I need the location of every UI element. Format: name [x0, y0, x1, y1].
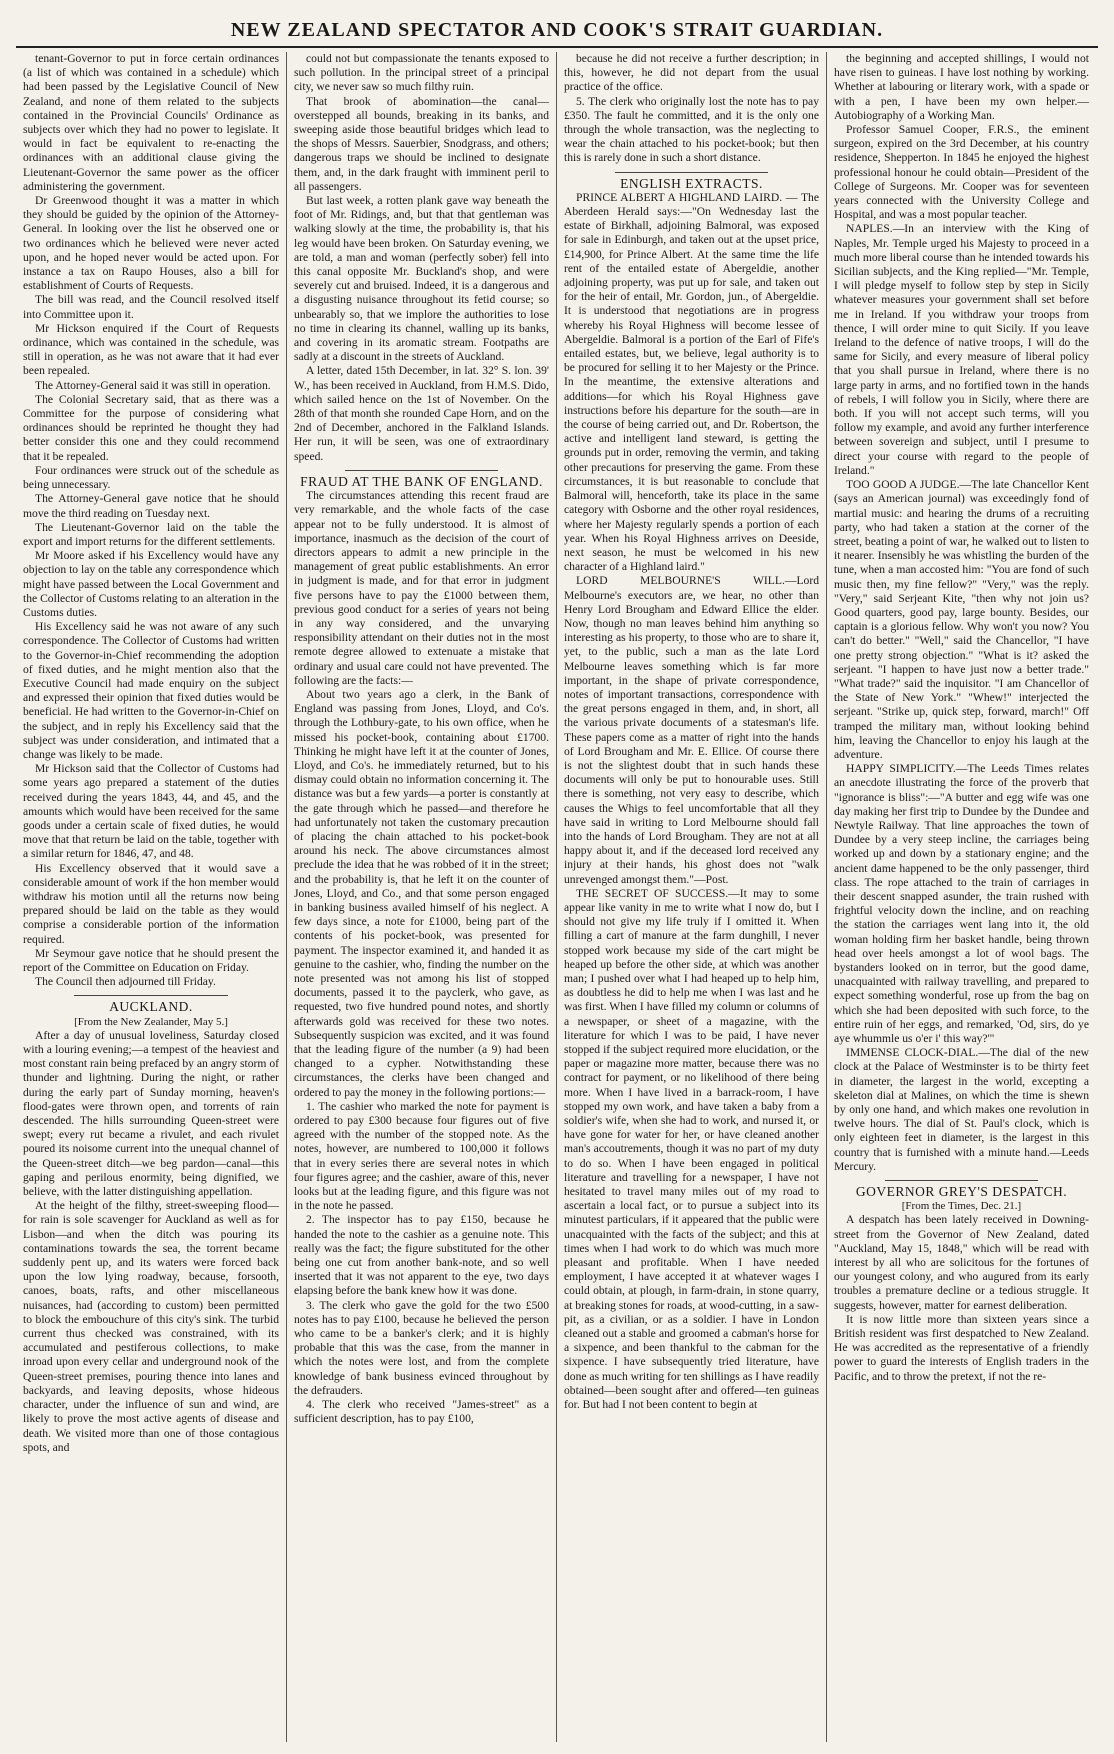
governor-grey-article	[834, 1213, 1089, 1383]
paragraph: THE SECRET OF SUCCESS.—It may to some appear like vanity in me to write what I now do, but I should not give my life truly if I omitted it. When filling a cart of manure at the farm dunghill, I never stopped work because my side of the cart might be heaped up before the other side, at which was another man; I pushed over what I had heaped up to help him, as doubtless he did to help me when I was last and he was first. When I have filled my column or columns of a newspaper, or sheet of a magazine, with the literature for which I was to be paid, I have never stopped if the subject required more elucidation, or the paper or magazine more matter, because there was no contract for payment, or no likelihood of there being more. When I have lived in a barrack-room, I have stopped my own work, and have taken a baby from a soldier's wife, when she had to work, and nursed it, or have gone for water for her, or have cleaned another man's accoutrements, though it was no part of my duty to do so. When I have been engaged in political literature and travelling for a newspaper, I have not hesitated to travel many miles out of my road to ascertain a local fact, or to pursue a subject into its minutest particulars, if it appeared that the public were unacquainted with the facts of the subject; and this at times when I had work to do which was much more pleasant and profitable. When I have needed employment, I have accepted it at whatever wages I could obtain, at plough, in farm-drain, in stone quarry, at breaking stones for roads, at wood-cutting, in a saw-pit, as a civilian, or as a soldier. I have in London cleaned out a stable and groomed a cabman's horse for a sixpence, and been thankful to the cabman for the sixpence. I have subsequently tried literature, have done as much writing for ten shillings as I have readily obtained—been sought after and offered—ten guineas for. But had I not been content to begin at	[564, 886, 820, 1412]
paragraph: Mr Hickson enquired if the Court of Requests ordinance, which was contained in the schedule, was still in operation, as he was not aware that it had ever been repealed.	[23, 321, 279, 378]
section-heading-auckland: AUCKLAND.	[109, 999, 193, 1015]
paragraph: 1. The cashier who marked the note for payment is ordered to pay £300 because four figures out of five agreed with the number of the stopped note. As the notes, however, are numbered to 100,000 it follows that in every series there are several notes in which four figures agree; and the cashier, aware of this, never looks but at the leading figure, and this figure was not in the note he passed.	[294, 1099, 549, 1213]
source-line: [From the New Zealander, May 5.]	[74, 1015, 228, 1028]
column-2-body	[294, 52, 549, 464]
divider	[345, 470, 498, 471]
paragraph: NAPLES.—In an interview with the King of Naples, Mr. Temple urged his Majesty to proceed in a much more liberal course than he intended towards his Sicilian subjects, and the King replied—"Mr. Temple, I will pledge myself to follow step by step in Sicily whatever measures your government shall set before me in Ireland. If you withdraw your troops from thence, I will order mine to quit Sicily. If you leave Ireland to the defence of native troops, I will do the same for Sicily, and every measure of liberal policy that you shall pursue in Ireland, where there is no large party in arms, and no fortified town in the hands of rebels, I will follow you in Sicily, where there are both. If you will not accept such terms, will you follow my example, and avoid any further interference between sovereign and subject, until I presume to direct your course with regard to the people of Ireland."	[834, 222, 1089, 477]
paragraph: TOO GOOD A JUDGE.—The late Chancellor Kent (says an American journal) was exceedingly fond of martial music: and hearing the drums of a recruiting party, who had taken a station at the corner of the street, beating a point of war, he walked out to listen to it nearer. Insensibly he was whistling the burden of the tune, when a man accosted him: "You are fond of such music then, my fine fellow?" "Very," was the reply. "Very," said Serjeant Kite, "then why not join us? Good quarters, good pay, large bounty. Besides, our captain is a glorious fellow. Why won't you now? You can't do better." "Well," said the Chancellor, "I have one pretty strong objection." "What is it? asked the serjeant. "I happen to have just now a better trade." "What trade?" said the inquisitor. "I am Chancellor of the State of New York." "Whew!" interjected the serjeant. "Strike up, quick step, forward, march!" Off tramped the military man, without looking behind him, leaving the Chancellor to enjoy his laugh at the adventure.	[834, 478, 1089, 761]
paragraph: A despatch has been lately received in Downing-street from the Governor of New Zealand, dated "Auckland, May 15, 1848," which will be read with interest by all who are solicitous for the fortunes of our youngest colony, and who augured from its early troubles a premature decline or a tedious struggle. It suggests, however, matter for earnest deliberation.	[834, 1213, 1089, 1312]
paragraph: could not but compassionate the tenants exposed to such pollution. In the principal street of a principal city, we never saw so much filthy ruin.	[294, 52, 549, 94]
paragraph: Mr Moore asked if his Excellency would have any objection to lay on the table any correspondence which might have passed between the Local Government and the Collector of Customs relating to an alteration in the Customs duties.	[23, 549, 279, 619]
paragraph: tenant-Governor to put in force certain ordinances (a list of which was contained in a schedule) which had been passed by the Legislative Council of New Zealand, and none of them related to the subjects contained in the Provincial Councils' Ordinance as subjects over which they had no power to legislate. It would in fact be equivalent to re-enacting the ordinances with an additional clause giving the Lieutenant-Governor the same power as the officer administering the government.	[23, 52, 279, 193]
paragraph: The Attorney-General gave notice that he should move the third reading on Tuesday next.	[23, 492, 279, 520]
section-heading-fraud: FRAUD AT THE BANK OF ENGLAND.	[300, 473, 543, 489]
paragraph: A letter, dated 15th December, in lat. 32° S. lon. 39' W., has been received in Auckland, from H.M.S. Dido, which sailed hence on the 1st of November. On the 28th of that month she rounded Cape Horn, and on the 2nd of December, anchored in the Falkland Islands. Her run, it will be seen, was one of extraordinary speed.	[294, 364, 549, 463]
paragraph: 4. The clerk who received "James-street" as a sufficient description, has to pay £100,	[294, 1398, 549, 1426]
paragraph: PRINCE ALBERT A HIGHLAND LAIRD. — The Aberdeen Herald says:—"On Wednesday last the estate of Birkhall, adjoining Balmoral, was exposed for sale in Edinburgh, and taken out at the upset price, £14,900, for Prince Albert. At the same time the life rent of the entailed estate of Abergeldie, another adjoining property, was put up for sale, and taken out for the heir of entail, Mr. Gordon, jun., of Abergeldie. It is understood that negotiations are in progress whereby his Royal Highness will become lessee of Abergeldie. Balmoral is a portion of the Earl of Fife's entailed estates, but, we believe, legal authority is to be procured for selling it to her Majesty or the Prince. In the meantime, the extensive alterations and additions—for which his Royal Highness gave instructions before his departure for the south—are in the course of being carried out, and Dr. Robertson, the active and intelligent land steward, is getting the grounds put in order, removing the vermin, and taking other precautions for preserving the game. From these circumstances, it is but reasonable to conclude that Balmoral will, henceforth, take its place in the same category with Osborne and the other royal residences, where her Majesty regularly spends a portion of each year. When his Royal Highness arrives on Deeside, next season, he must be welcomed in his new character of a Highland laird."	[564, 190, 819, 574]
paragraph: But last week, a rotten plank gave way beneath the foot of Mr. Ridings, and, but that that gentleman was walking slowly at the time, the probability is, that his leg would have been broken. On Saturday evening, we are told, a man and woman (perfectly sober) fell into this canal opposite Mr. Buckland's shop, and were severely cut and bruised. Indeed, it is a dangerous and a disgusting nuisance throughout its fetid course; so unbearably so, that we implore the authorities to lose no time in clearing its channel, walling up its banks, and covering in its aromatic stream. Footpaths are sadly at a discount in the streets of Auckland.	[294, 194, 549, 364]
paragraph: His Excellency observed that it would save a considerable amount of work if the hon member would withdraw his motion until all the returns now being prepared should be laid on the table as they would comprise a considerable portion of the information required.	[23, 861, 279, 946]
paragraph: Dr Greenwood thought it was a matter in which they should be guided by the opinion of the Attorney-General. In looking over the list he observed one or two ordinances which he believed were never acted upon, and he hoped never would be acted upon. For instance a tax on Raupo Houses, also a bill for establishment of Courts of Requests.	[23, 194, 279, 293]
auckland-article	[23, 1029, 279, 1455]
columns	[16, 52, 1098, 1742]
english-extracts-article	[564, 191, 819, 1412]
divider	[74, 995, 228, 996]
column-3-body	[564, 52, 819, 166]
masthead: NEW ZEALAND SPECTATOR AND COOK'S STRAIT GUARDIAN.	[230, 19, 884, 41]
paragraph: because he did not receive a further description; in this, however, he did not depart from the usual practice of the office.	[564, 52, 819, 94]
paragraph: The Lieutenant-Governor laid on the table the export and import returns for the different settlements.	[23, 520, 279, 548]
paragraph: Mr Hickson said that the Collector of Customs had some years ago prepared a statement of the duties received during the years 1843, 44, and 45, and the amounts which would have been received for the same goods under a certain scale of fixed duties, he would move that that return be laid on the table, together with a similar return for 1846, 47, and 48.	[23, 762, 279, 861]
paragraph: It is now little more than sixteen years since a British resident was first despatched to New Zealand. He was accredited as the representative of a friendly power to guard the interests of English traders in the Pacific, and to throw the pretext, if not the re-	[834, 1312, 1089, 1383]
paragraph: LORD MELBOURNE'S WILL.—Lord Melbourne's executors are, we hear, no other than Henry Lord Brougham and Edward Ellice the elder. Now, though no man leaves behind him anything so interesting as his property, to those who are to share it, yet, to the public, such a man as the late Lord Melbourne leaves something which is far more important, in the shape of private correspondence, notes of important transactions, correspondence with the great persons engaged in them, and, in short, all the various private documents of a statesman's life. These papers come as a matter of right into the hands of Lord Brougham and Mr. E. Ellice. Of course there is not the slightest doubt that in such hands these documents will only be put to honourable uses. Still there is something, not very easy to describe, which causes the Whigs to feel uncomfortable that all they have said in writing to Lord Melbourne should fall into the hands of Lord Brougham. They are not at all happy about it, and if the deceased lord received any injury at their hands, his ghost does not "walk unrevenged amongst them."—Post.	[564, 574, 819, 886]
paragraph: At the height of the filthy, street-sweeping flood—for rain is sole scavenger for Auckland as well as for Lisbon—and when the ditch was pouring its contaminations towards the sea, the torrent became suddenly pent up, and its waters were forced back upon the low lying roadway, because, forsooth, canoes, boats, rafts, and other miscellaneous nuisances, had (according to custom) been permitted to block the embouchure of this city's sink. The turbid current thus checked was constrained, with its accumulated and pestiferous collections, to make inroad upon every cellar and underground nook of the Queen-street premises, pouring thence into lanes and backyards, and leaving deposits, whose hideous character, under the influence of sun and wind, are likely to prove the most active agents of disease and death. We visited more than one of those contagious spots, and	[23, 1199, 279, 1454]
paragraph: the beginning and accepted shillings, I would not have risen to guineas. I have lost nothing by working. Whether at labouring or literary work, with a spade or with a pen, I have been my own helper.—Autobiography of a Working Man.	[834, 52, 1089, 122]
paragraph: 5. The clerk who originally lost the note has to pay £350. The fault he committed, and it is the only one through the whole transaction, was the neglecting to wear the chain attached to his pocket-book; but then this is rarely done in such a short distance.	[564, 94, 819, 165]
divider	[615, 172, 768, 173]
column-4-body	[834, 52, 1089, 1174]
divider	[885, 1180, 1038, 1181]
fraud-article	[294, 489, 549, 1426]
paragraph: Four ordinances were struck out of the schedule as being unnecessary.	[23, 463, 279, 492]
masthead-rule	[16, 46, 1098, 48]
paragraph: The Colonial Secretary said, that as there was a Committee for the purpose of considering what ordinances should be reprinted he thought they had better consider this one and they could recommend that it be repealed.	[23, 392, 279, 463]
paragraph: 2. The inspector has to pay £150, because he handed the note to the cashier as a genuine note. This really was the fact; the figure substituted for the other being one cut from another bank-note, and so well inserted that it was not apparent to the eye, two days elapsing before the bank knew how it was done.	[294, 1213, 549, 1298]
paragraph: The Attorney-General said it was still in operation.	[35, 378, 271, 392]
paragraph: After a day of unusual loveliness, Saturday closed with a louring evening;—a tempest of the heaviest and most constant rain being prefaced by an angry storm of thunder and lightning. During the night, or rather during the early part of Sunday morning, heaven's flood-gates were thrown open, and torrents of rain descended. The hills surrounding Queen-street were swept; every rut became a rivulet, and each rivulet poured its noisome current into the unequal channel of the Queen-street ditch—we beg pardon—canal—this gaping and perilous enormity, being dignified, we believe, with the latter distinguishing appellation.	[23, 1028, 279, 1199]
paragraph: That brook of abomination—the canal—overstepped all bounds, breaking in its banks, and sweeping aside those beautiful bridges which lead to the shops of Messrs. Sauerbier, Snodgrass, and others; dangerous traps we should be inclined to designate them, and, in the dark fraught with imminent peril to all passengers.	[294, 94, 549, 193]
section-heading-governor-grey: GOVERNOR GREY'S DESPATCH.	[855, 1184, 1068, 1200]
paragraph: About two years ago a clerk, in the Bank of England was passing from Jones, Lloyd, and Co's. through the Lothbury-gate, to his own office, when he missed his pocket-book, containing about £1700. Thinking he might have left it at the counter of Jones, Lloyd, and Co's. he immediately returned, but to his dismay could obtain no information concerning it. The distance was but a few yards—a porter is constantly at the gate through which he passed—and therefore he had unfortunately not taken the customary precaution of placing the chain attached to his pocket-book around his neck. The above circumstances almost preclude the idea that he was robbed of it in the street; and the probability is, that he left it on the counter of Jones, Lloyd, and Co., and that some person engaged in banking business availed himself of his neglect. A few days since, a note for £1000, being part of the contents of his pocket-book, was presented for payment. The inspector examined it, and handed it as genuine to the cashier, who, finding the number on the note presented was not among his list of stopped documents, passed it to the payclerk, who gave, as requested, two five hundred pound notes, and shortly afterwards gold was received for these two notes. Subsequently suspicion was excited, and it was found that the leading figure of the number (a 9) had been changed to a cypher. Notwithstanding these circumstances, the clerks have been changed and ordered to pay the money in the following portions:—	[294, 687, 549, 1099]
paragraph: The circumstances attending this recent fraud are very remarkable, and the whole facts of the case appear not to be fully understood. It is almost of importance, inasmuch as the decision of the court of directors appears to admit a new principle in the management of great public establishments. An error in judgment is made, and for that error in judgment five persons have to pay the £1000 between them, previous good conduct for a series of years not being in any way considered, and the unvarying responsibility attendant on their duties not in the most remote degree allowed to extenuate a mistake that ordinary and usual care could not have prevented. The following are the facts:—	[294, 489, 549, 687]
paragraph: Professor Samuel Cooper, F.R.S., the eminent surgeon, expired on the 3rd December, at his country residence, Shepperton. In 1845 he enjoyed the highest professional honour he could obtain—President of the College of Surgeons. Mr. Cooper was for seventeen years connected with the University College and Hospital, and was a most popular teacher.	[834, 123, 1089, 222]
column-1-body	[23, 52, 279, 989]
section-heading-english-extracts: ENGLISH EXTRACTS.	[620, 175, 763, 191]
paragraph: IMMENSE CLOCK-DIAL.—The dial of the new clock at the Palace of Westminster is to be thirty feet in diameter, the largest in the world, excepting a skeleton dial at Malines, on which the time is shewn by only one hand, and which makes one revolution in twelve hours. The dial of St. Paul's clock, which is only eighteen feet in diameter, is the largest in this country that is furnished with a minute hand.—Leeds Mercury.	[834, 1046, 1089, 1173]
paragraph: His Excellency said he was not aware of any such correspondence. The Collector of Customs had written to the Governor-in-Chief recommending the adoption of fixed duties, and he might mention also that the Executive Council had made enquiry on the subject and expressed their opinion that fixed duties would be beneficial. He had written to the Governor-in-Chief on the subject, and in reply his Excellency said that the subject was under consideration, and intimated that a change was likely to be made.	[23, 620, 279, 761]
paragraph: Mr Seymour gave notice that he should present the report of the Committee on Education on Friday.	[23, 946, 279, 974]
paragraph: The bill was read, and the Council resolved itself into Committee upon it.	[23, 293, 279, 321]
column-2	[286, 52, 556, 1742]
paragraph: The Council then adjourned till Friday.	[35, 975, 216, 989]
paragraph: 3. The clerk who gave the gold for the two £500 notes has to pay £100, because he believed the person who came to be a banker's clerk; and it is highly probable that this was the case, from the manner in which the notes were lost, and from the complete knowledge of bank business evinced throughout by the defrauders.	[294, 1298, 549, 1397]
paragraph: HAPPY SIMPLICITY.—The Leeds Times relates an anecdote illustrating the force of the proverb that "ignorance is bliss":—"A butter and egg wife was one day making her first trip to Dundee by the Dundee and Newtyle Railway. That line approaches the town of Dundee by a very steep incline, the carriages being worked up and down by a stationary engine; and the ancient dame happened to be the only passenger, third class. The rope attached to the train of carriages in their descent snapped asunder, the train rushed with frightful velocity down the incline, and on reaching the station the carriages went lang into it, the old woman holding firm her basket handle, being thrown head over heels amongst a lot of wool bags. The bystanders looked on in terror, but the good dame, unacquainted with railway travelling, and prepared to expect something wonderful, rose up from the bag on which she had been deposited with such force, to the entire ruin of her eggs, and remarked, 'Od, sirs, do ye aye whummle us o'er i' this way?'"	[834, 762, 1089, 1046]
source-line: [From the Times, Dec. 21.]	[901, 1200, 1022, 1213]
column-1	[16, 52, 286, 1742]
column-3	[556, 52, 826, 1742]
column-4	[826, 52, 1096, 1742]
